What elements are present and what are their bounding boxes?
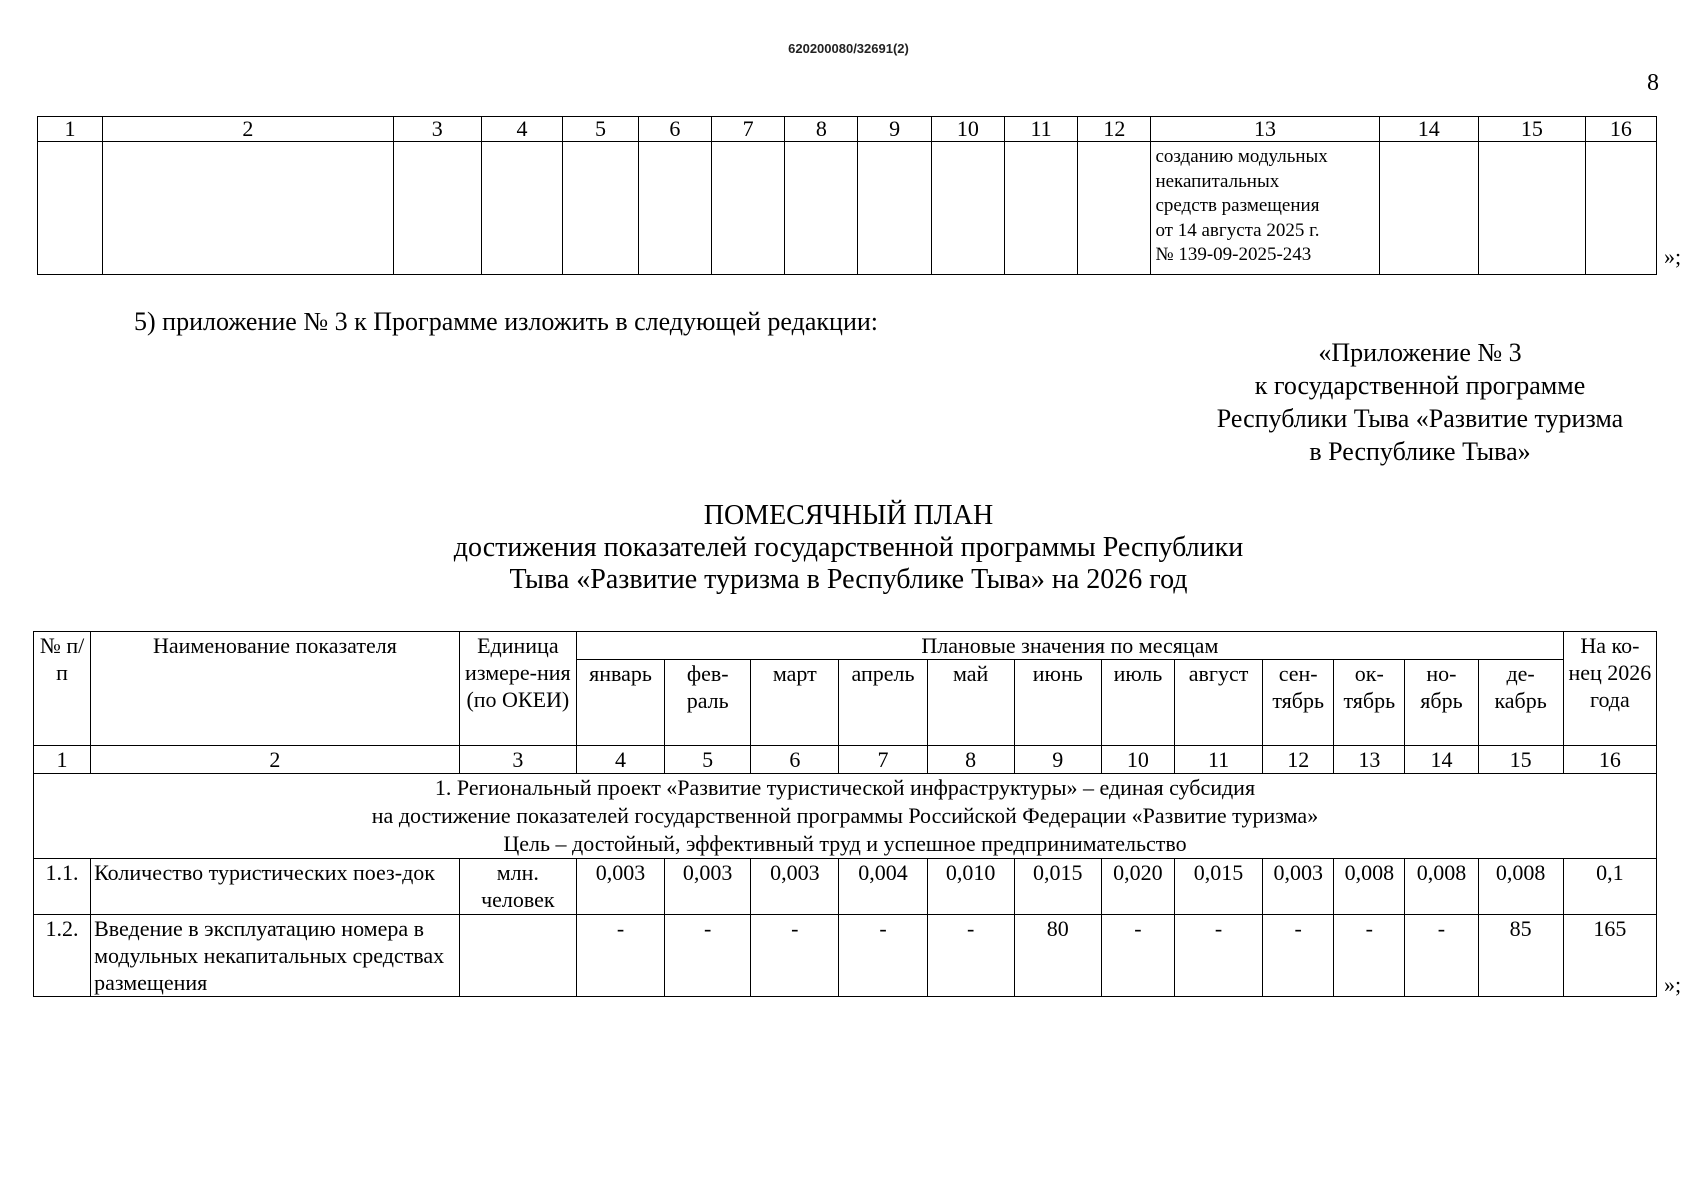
row-number: 1.2. — [34, 915, 91, 997]
total-cell: 165 — [1563, 915, 1656, 997]
column-number: 8 — [785, 117, 858, 142]
section-line: на достижение показателей государственной программы Российской Федерации «Развитие туризма» — [371, 803, 1319, 828]
appendix-line: к государственной программе — [1254, 371, 1586, 400]
month-header: июнь — [1014, 660, 1101, 746]
column-number: 9 — [1014, 746, 1101, 774]
column-number: 9 — [858, 117, 931, 142]
value-cell: 0,003 — [1263, 859, 1334, 915]
header-end-of-year: На ко-нец 2026 года — [1563, 632, 1656, 746]
unit-cell: млн. человек — [459, 859, 576, 915]
continuation-table — [37, 116, 1657, 275]
section-line: 1. Региональный проект «Развитие туристической инфраструктуры» – единая субсидия — [434, 775, 1256, 800]
value-cell: 0,015 — [1014, 859, 1101, 915]
column-number: 15 — [1478, 746, 1563, 774]
column-number: 4 — [576, 746, 664, 774]
section-line: Цель – достойный, эффективный труд и успешное предпринимательство — [503, 831, 1187, 856]
appendix-line: Республики Тыва «Развитие туризма — [1216, 404, 1624, 433]
month-header: ок-тябрь — [1334, 660, 1405, 746]
month-header: сен-тябрь — [1263, 660, 1334, 746]
value-cell: - — [665, 915, 751, 997]
column-number: 4 — [481, 117, 563, 142]
column-number: 6 — [751, 746, 839, 774]
note-line: от 14 августа 2025 г. — [1155, 219, 1320, 241]
column-number: 14 — [1405, 746, 1478, 774]
paragraph-5: 5) приложение № 3 к Программе изложить в следующей редакции: — [134, 307, 878, 336]
column-number: 10 — [1101, 746, 1174, 774]
note-cell — [1151, 142, 1379, 275]
value-cell: - — [839, 915, 927, 997]
value-cell: - — [1334, 915, 1405, 997]
column-number: 16 — [1563, 746, 1656, 774]
plan-title — [0, 500, 1697, 596]
value-cell: 0,003 — [751, 859, 839, 915]
column-number: 16 — [1585, 117, 1656, 142]
column-numbers-row — [34, 746, 1657, 774]
value-cell: 0,010 — [927, 859, 1014, 915]
column-number: 12 — [1263, 746, 1334, 774]
column-number: 3 — [459, 746, 576, 774]
appendix-caption — [1190, 336, 1650, 468]
closing-quote: »; — [1664, 244, 1682, 269]
table-header-row — [38, 117, 1657, 142]
indicator-name: Введение в эксплуатацию номера в модульных некапитальных средствах размещения — [91, 915, 460, 997]
note-line: некапитальных — [1155, 170, 1280, 192]
value-cell: 0,008 — [1405, 859, 1478, 915]
value-cell: - — [1405, 915, 1478, 997]
column-number: 5 — [563, 117, 638, 142]
indicator-name: Количество туристических поез-док — [91, 859, 460, 915]
total-cell: 0,1 — [1563, 859, 1656, 915]
column-number: 1 — [38, 117, 103, 142]
column-number: 7 — [711, 117, 784, 142]
column-number: 13 — [1334, 746, 1405, 774]
section-heading — [34, 774, 1657, 859]
value-cell: 80 — [1014, 915, 1101, 997]
column-number: 11 — [1004, 117, 1077, 142]
month-header: апрель — [839, 660, 927, 746]
value-cell: 0,020 — [1101, 859, 1174, 915]
month-header: но-ябрь — [1405, 660, 1478, 746]
month-header: январь — [576, 660, 664, 746]
value-cell: - — [1174, 915, 1262, 997]
unit-cell — [459, 915, 576, 997]
month-header: август — [1174, 660, 1262, 746]
appendix-line: «Приложение № 3 — [1318, 338, 1522, 367]
table-row — [34, 859, 1657, 915]
column-number: 6 — [638, 117, 711, 142]
column-number: 2 — [102, 117, 393, 142]
value-cell: 0,015 — [1174, 859, 1262, 915]
month-header: март — [751, 660, 839, 746]
value-cell: 0,008 — [1334, 859, 1405, 915]
header-planned: Плановые значения по месяцам — [576, 632, 1563, 660]
column-number: 13 — [1151, 117, 1379, 142]
plan-title-line: достижения показателей государственной программы Республики — [453, 532, 1244, 563]
section-row — [34, 774, 1657, 859]
month-header: де-кабрь — [1478, 660, 1563, 746]
month-header: фев-раль — [665, 660, 751, 746]
column-number: 2 — [91, 746, 460, 774]
table-row — [34, 915, 1657, 997]
header-row — [34, 632, 1657, 660]
column-number: 7 — [839, 746, 927, 774]
value-cell: 0,004 — [839, 859, 927, 915]
month-header: июль — [1101, 660, 1174, 746]
value-cell: 85 — [1478, 915, 1563, 997]
column-number: 14 — [1379, 117, 1478, 142]
column-number: 5 — [665, 746, 751, 774]
value-cell: - — [1263, 915, 1334, 997]
page-number: 8 — [1647, 70, 1659, 96]
value-cell: 0,003 — [576, 859, 664, 915]
value-cell: - — [1101, 915, 1174, 997]
header-name: Наименование показателя — [91, 632, 460, 746]
value-cell: - — [751, 915, 839, 997]
column-number: 12 — [1078, 117, 1151, 142]
note-line: № 139-09-2025-243 — [1155, 244, 1312, 265]
column-number: 10 — [931, 117, 1004, 142]
value-cell: - — [576, 915, 664, 997]
plan-title-line: Тыва «Развитие туризма в Республике Тыва» на 2026 год — [509, 564, 1188, 595]
monthly-plan-table — [33, 631, 1657, 997]
value-cell: 0,003 — [665, 859, 751, 915]
column-number: 1 — [34, 746, 91, 774]
month-header: май — [927, 660, 1014, 746]
table-row — [38, 142, 1657, 275]
note-line: созданию модульных — [1155, 146, 1328, 167]
header-num: № п/п — [34, 632, 91, 746]
column-number: 11 — [1174, 746, 1262, 774]
row-number: 1.1. — [34, 859, 91, 915]
value-cell: 0,008 — [1478, 859, 1563, 915]
header-unit: Единица измере-ния (по ОКЕИ) — [459, 632, 576, 746]
column-number: 8 — [927, 746, 1014, 774]
closing-quote: »; — [1664, 972, 1682, 997]
plan-title-line: ПОМЕСЯЧНЫЙ ПЛАН — [703, 500, 994, 531]
document-number: 620200080/32691(2) — [788, 41, 909, 56]
value-cell: - — [927, 915, 1014, 997]
column-number: 3 — [393, 117, 481, 142]
note-line: средств размещения — [1155, 195, 1320, 216]
appendix-line: в Республике Тыва» — [1309, 437, 1531, 466]
column-number: 15 — [1478, 117, 1585, 142]
